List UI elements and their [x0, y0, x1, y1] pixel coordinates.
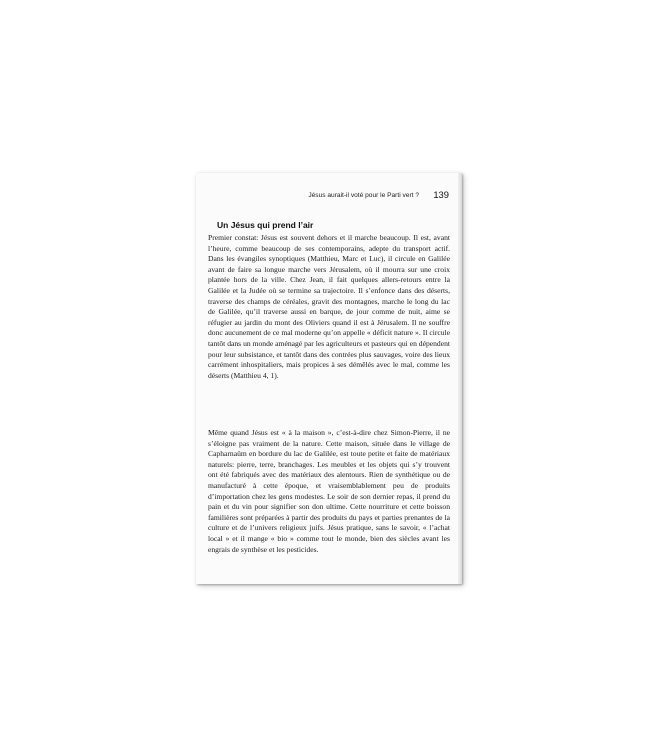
book-page	[196, 173, 462, 584]
page-number: 139	[433, 189, 449, 200]
paragraph-1: Premier constat: Jésus est souvent dehors et il marche beaucoup. Il est, avant l’heure, comme beaucoup de ses contemporains, adepte du transport actif. Dans les évangiles synoptiques (Matthieu, Marc et Luc), il circule en Galilée avant de faire sa longue marche vers Jérusalem, où il mourra sur une croix plantée hors de la ville. Chez Jean, il fait quelques allers-retours entre la Galilée et la Judée où se termine sa trajectoire. Il s’enfonce dans des déserts, traverse des champs de céréales, gravit des montagnes, marche le long du lac de Galilée, qu’il traverse aussi en barque, de jour comme de nuit, aime se réfugier au jardin du mont des Oliviers quand il est à Jérusalem. Il ne souffre donc aucunement de ce mal moderne qu’on appelle « déficit nature ». Il circule tantôt dans un monde aménagé par les agriculteurs et pasteurs qui en dépendent pour leur subsistance, et tantôt dans des contrées plus sauvages, voire des lieux carrément inhospitaliers, mais propices à ses démêlés avec le mal, comme les déserts (Matthieu 4, 1).	[208, 233, 450, 380]
section-heading: Un Jésus qui prend l’air	[217, 220, 314, 230]
paragraph-2: Même quand Jésus est « à la maison », c’est-à-dire chez Simon-Pierre, il ne s’éloigne pas vraiment de la nature. Cette maison, située dans le village de Capharnaüm en bordure du lac de Galilée, est toute petite et faite de matériaux naturels: pierre, terre, branchages. Les meubles et les objets qui s’y trouvent ont été fabriqués avec des matériaux des alentours. Rien de synthétique ou de manufacturé à cette époque, et vraisemblablement peu de produits d’importation chez les gens modestes. Le soir de son dernier repas, il prend du pain et du vin pour signifier son don ultime. Cette nourriture et cette boisson familières sont préparées à partir des produits du pays et parties prenantes de la culture et de l’univers religieux juifs. Jésus pratique, sans le savoir, « l’achat local » et il mange « bio » comme tout le monde, bien des siècles avant les engrais de synthèse et les pesticides.	[208, 428, 450, 554]
page-edge-shadow	[458, 173, 462, 584]
running-head	[274, 190, 449, 202]
running-title: Jésus aurait-il voté pour le Parti vert ?	[308, 192, 419, 199]
